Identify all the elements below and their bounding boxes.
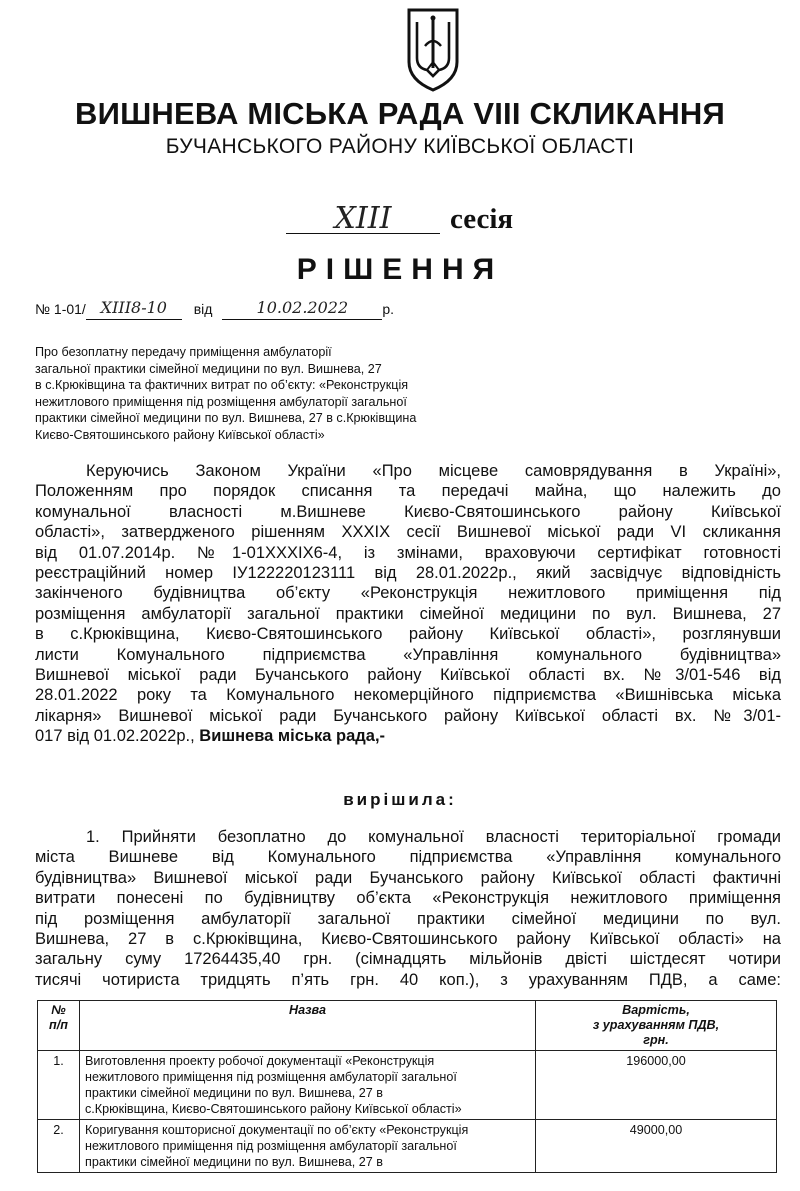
header-num-line: п/п bbox=[49, 1018, 68, 1032]
decision-number-row bbox=[35, 297, 394, 319]
subject-line: Києво-Святошинського району Київської області» bbox=[35, 427, 325, 442]
decision-from-label: від bbox=[193, 301, 213, 317]
row-name bbox=[80, 1051, 536, 1120]
subject-line: в с.Крюківщина та фактичних витрат по об’єкту: «Реконструкція bbox=[35, 378, 409, 392]
table-header-row bbox=[38, 1001, 777, 1051]
subject-line: практики сімейної медицини по вул. Вишнева, 27 в с.Крюківщина bbox=[35, 411, 417, 425]
preamble-line: закінченого будівництва об’єкту «Реконструкція нежитлового приміщення під bbox=[35, 584, 781, 603]
preamble-line: реєстраційний номер IУ122220123111 від 28.01.2022р., який засвідчує відповідність bbox=[35, 564, 781, 583]
preamble-line-text: 017 від 01.02.2022р., bbox=[35, 727, 195, 746]
preamble-line: лікарня» Вишневої міської ради Бучанського району Київської області вх. №3/01- bbox=[35, 706, 781, 725]
decision-subject bbox=[35, 344, 505, 443]
resolved-heading: вирішила: bbox=[343, 790, 457, 809]
item-1-line: під розміщення амбулаторії загальної практики сімейної медицини по вул. bbox=[35, 909, 781, 928]
row-name-line: нежитлового приміщення під розміщення амбулаторії загальної bbox=[85, 1139, 457, 1153]
row-name-line: практики сімейної медицини по вул. Вишнева, 27 в bbox=[85, 1086, 383, 1100]
header-num-line: № bbox=[51, 1003, 66, 1017]
row-num: 2. bbox=[38, 1120, 80, 1173]
decision-year-suffix: р. bbox=[382, 301, 395, 317]
row-name-line: нежитлового приміщення під розміщення амбулаторії загальної bbox=[85, 1070, 457, 1084]
session-label: сесія bbox=[450, 203, 514, 235]
preamble-council-bold: Вишнева міська рада,- bbox=[199, 727, 386, 746]
header-cost-line: грн. bbox=[643, 1033, 669, 1047]
item-1-paragraph bbox=[35, 827, 781, 990]
row-name bbox=[80, 1120, 536, 1173]
item-1-line: загальну суму 17264435,40 грн. (сімнадцять мільйонів двісті шістдесят чотири bbox=[35, 950, 781, 969]
preamble-line: Керуючись Законом України «Про місцеве самоврядування в Україні», bbox=[86, 462, 781, 480]
header-cost-line: Вартість, bbox=[622, 1003, 690, 1017]
preamble-line: 28.01.2022 року та Комунального некомерційного підприємства «Вишнівська міська bbox=[35, 686, 781, 705]
preamble-line: від 01.07.2014р. №1-01XXXIX6-4, із змінами, враховуючи сертифікат готовності bbox=[35, 543, 781, 562]
item-1-line: витрати понесені по будівництву об’єкта «Реконструкція нежитлового приміщення bbox=[35, 889, 781, 908]
header-cost bbox=[536, 1001, 777, 1051]
row-name-line: с.Крюківщина, Києво-Святошинського району Київської області» bbox=[85, 1102, 462, 1116]
item-1-line: міста Вишневе від Комунального підприємства «Управління комунального bbox=[35, 848, 781, 867]
row-cost: 49000,00 bbox=[536, 1120, 777, 1173]
subject-line: Про безоплатну передачу приміщення амбулаторії bbox=[35, 345, 332, 359]
preamble-line: листи Комунального підприємства «Управління комунального будівництва» bbox=[35, 645, 781, 664]
header-num bbox=[38, 1001, 80, 1051]
header-name: Назва bbox=[80, 1001, 536, 1051]
preamble-line bbox=[35, 726, 781, 746]
header-cost-line: з урахуванням ПДВ, bbox=[592, 1018, 720, 1032]
row-name-line: Виготовлення проекту робочої документації «Реконструкція bbox=[85, 1054, 435, 1068]
item-1-line: будівництва» Вишневої міської ради Бучанського району Київської області фактичні bbox=[35, 868, 781, 887]
preamble-line: комунальної власності м.Вишневе Києво-Святошинського району Київської bbox=[35, 502, 781, 521]
subject-line: загальної практики сімейної медицини по вул. Вишнева, 27 bbox=[35, 361, 382, 376]
preamble-line: Положенням про порядок списання та передачі майна, що належить до bbox=[35, 482, 781, 501]
item-1-line: 1. Прийняти безоплатно до комунальної власності територіальної громади bbox=[86, 828, 781, 846]
preamble-line: в с.Крюківщина, Києво-Святошинського району Київської області», розглянувши bbox=[35, 625, 781, 644]
document-type-title: РІШЕННЯ bbox=[296, 253, 504, 286]
preamble-paragraph bbox=[35, 461, 781, 747]
table-row bbox=[38, 1120, 777, 1173]
row-name-line: Коригування кошторисної документації по об’єкту «Реконструкція bbox=[85, 1123, 469, 1137]
row-name-line: практики сімейної медицини по вул. Вишнева, 27 в bbox=[85, 1155, 383, 1169]
council-district: БУЧАНСЬКОГО РАЙОНУ КИЇВСЬКОЇ ОБЛАСТІ bbox=[165, 135, 635, 158]
session-number: XIII bbox=[286, 205, 440, 234]
coat-of-arms-icon bbox=[403, 6, 463, 94]
subject-line: нежитлового приміщення під розміщення амбулаторії загальної bbox=[35, 394, 407, 409]
item-1-line: тисячі чотириста тридцять п’ять грн. 40 коп.), з урахуванням ПДВ, а саме: bbox=[35, 970, 781, 989]
table-row bbox=[38, 1051, 777, 1120]
row-cost: 196000,00 bbox=[536, 1051, 777, 1120]
council-name: ВИШНЕВА МІСЬКА РАДА VIII СКЛИКАННЯ bbox=[75, 96, 725, 131]
preamble-line: розміщення амбулаторії загальної практики сімейної медицини по вул. Вишнева, 27 bbox=[35, 604, 781, 623]
item-1-line: Вишнева, 27 в с.Крюківщина, Києво-Святошинського району Київської області» на bbox=[35, 930, 781, 949]
preamble-line: області», затвердженого рішенням XXXIX сесії Вишневої міської ради VI скликання bbox=[35, 523, 781, 542]
decision-date-handwritten: 10.02.2022 bbox=[222, 297, 382, 320]
decision-number-prefix: № 1-01/ bbox=[35, 301, 86, 317]
preamble-line: Вишневої міської ради Бучанського району Київської області вх. №3/01-546 від bbox=[35, 666, 781, 685]
decision-number-handwritten: XIII8-10 bbox=[86, 297, 182, 320]
row-num: 1. bbox=[38, 1051, 80, 1120]
cost-table bbox=[37, 1000, 777, 1173]
